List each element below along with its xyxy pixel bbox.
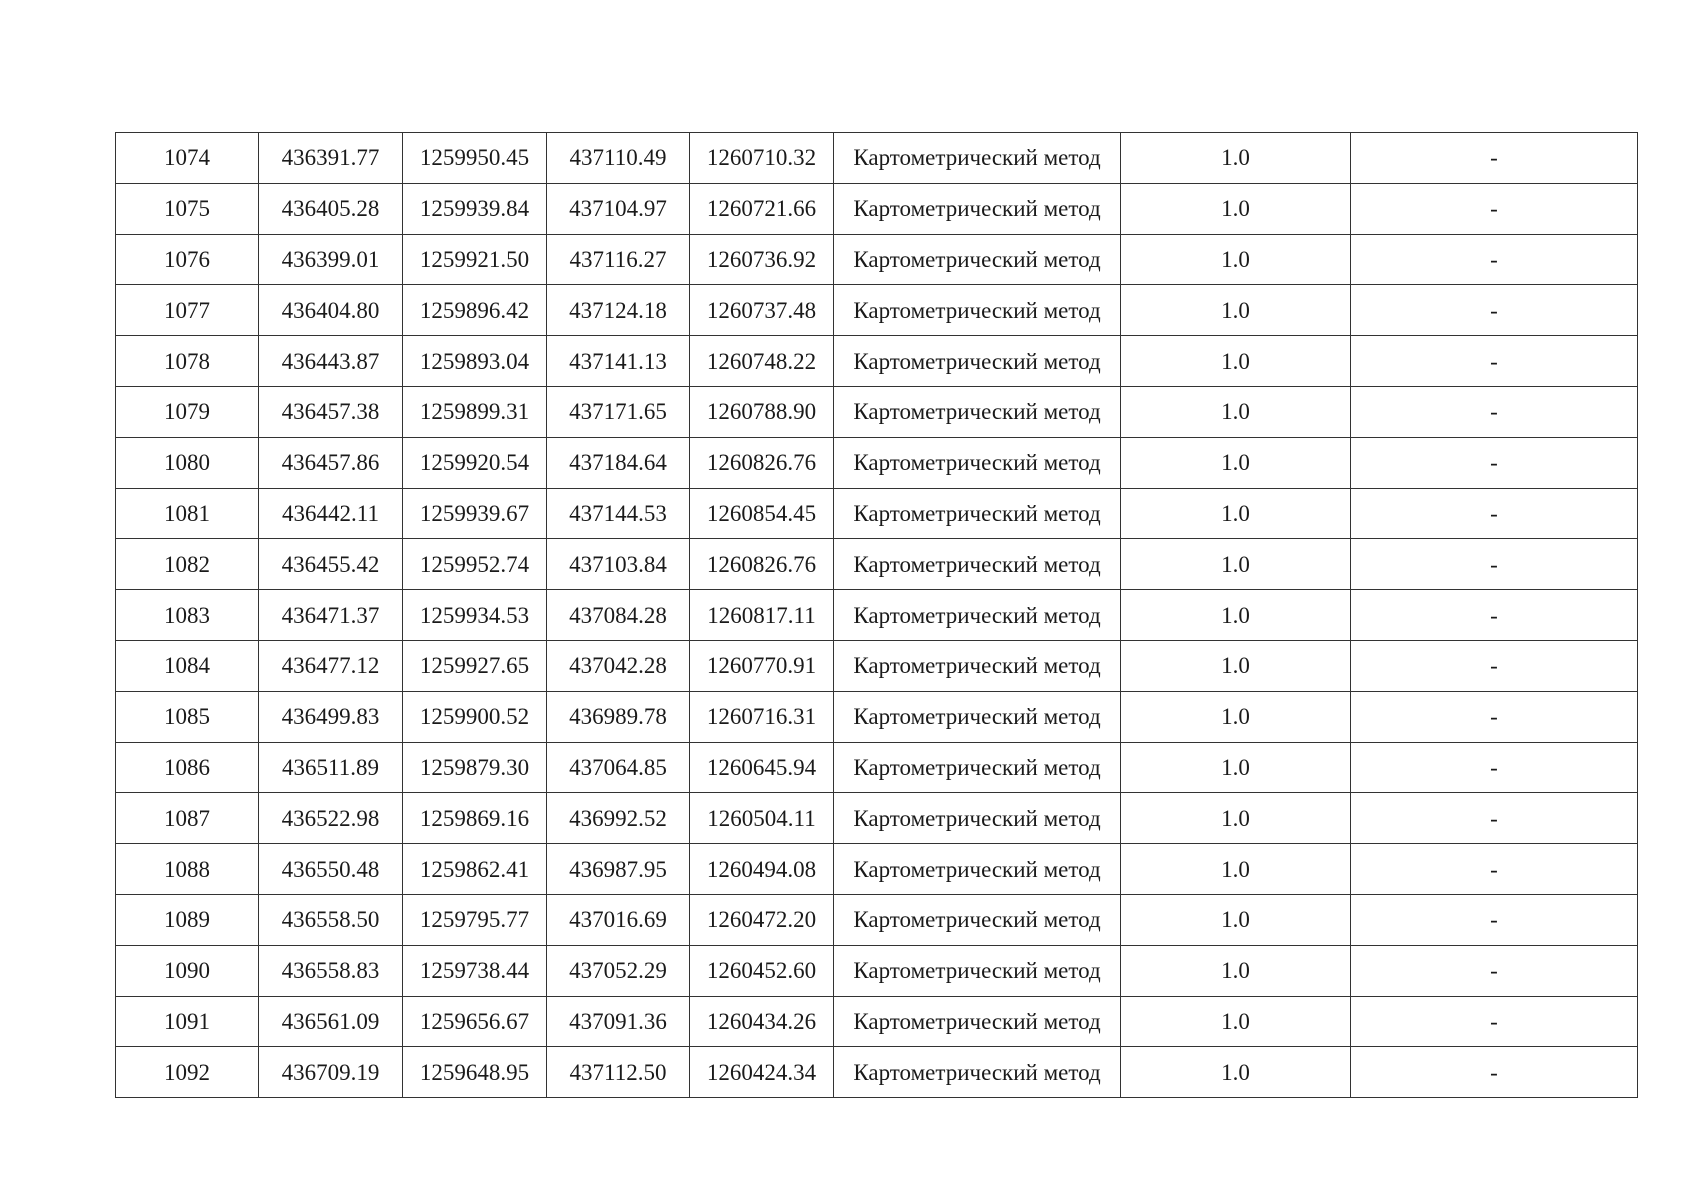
x-new-cell: 437104.97	[547, 183, 690, 234]
x-old-cell: 436455.42	[259, 539, 403, 590]
point-number-cell: 1086	[116, 742, 259, 793]
accuracy-cell: 1.0	[1121, 133, 1351, 184]
method-cell: Картометрический метод	[834, 234, 1121, 285]
accuracy-cell: 1.0	[1121, 640, 1351, 691]
x-old-cell: 436391.77	[259, 133, 403, 184]
accuracy-cell: 1.0	[1121, 539, 1351, 590]
x-new-cell: 437016.69	[547, 894, 690, 945]
y-old-cell: 1259738.44	[403, 945, 547, 996]
y-new-cell: 1260710.32	[690, 133, 834, 184]
note-cell: -	[1351, 691, 1638, 742]
y-new-cell: 1260645.94	[690, 742, 834, 793]
point-number-cell: 1076	[116, 234, 259, 285]
accuracy-cell: 1.0	[1121, 793, 1351, 844]
note-cell: -	[1351, 742, 1638, 793]
note-cell: -	[1351, 793, 1638, 844]
table-row	[116, 285, 1638, 336]
note-cell: -	[1351, 488, 1638, 539]
y-old-cell: 1259795.77	[403, 894, 547, 945]
point-number-cell: 1081	[116, 488, 259, 539]
x-old-cell: 436499.83	[259, 691, 403, 742]
y-old-cell: 1259656.67	[403, 996, 547, 1047]
y-old-cell: 1259939.84	[403, 183, 547, 234]
method-cell: Картометрический метод	[834, 945, 1121, 996]
note-cell: -	[1351, 996, 1638, 1047]
y-new-cell: 1260817.11	[690, 590, 834, 641]
y-old-cell: 1259920.54	[403, 437, 547, 488]
x-old-cell: 436404.80	[259, 285, 403, 336]
y-old-cell: 1259921.50	[403, 234, 547, 285]
y-old-cell: 1259648.95	[403, 1047, 547, 1098]
x-new-cell: 437110.49	[547, 133, 690, 184]
method-cell: Картометрический метод	[834, 336, 1121, 387]
table-row	[116, 234, 1638, 285]
point-number-cell: 1084	[116, 640, 259, 691]
x-new-cell: 437171.65	[547, 386, 690, 437]
table-row	[116, 945, 1638, 996]
table-row	[116, 437, 1638, 488]
method-cell: Картометрический метод	[834, 793, 1121, 844]
method-cell: Картометрический метод	[834, 133, 1121, 184]
accuracy-cell: 1.0	[1121, 183, 1351, 234]
accuracy-cell: 1.0	[1121, 590, 1351, 641]
note-cell: -	[1351, 133, 1638, 184]
y-new-cell: 1260494.08	[690, 844, 834, 895]
table-row	[116, 386, 1638, 437]
y-new-cell: 1260854.45	[690, 488, 834, 539]
x-new-cell: 437124.18	[547, 285, 690, 336]
point-number-cell: 1091	[116, 996, 259, 1047]
point-number-cell: 1078	[116, 336, 259, 387]
method-cell: Картометрический метод	[834, 640, 1121, 691]
y-old-cell: 1259879.30	[403, 742, 547, 793]
y-old-cell: 1259934.53	[403, 590, 547, 641]
table-row	[116, 691, 1638, 742]
y-new-cell: 1260770.91	[690, 640, 834, 691]
y-new-cell: 1260721.66	[690, 183, 834, 234]
table-row	[116, 742, 1638, 793]
table-row	[116, 133, 1638, 184]
x-old-cell: 436405.28	[259, 183, 403, 234]
x-new-cell: 437064.85	[547, 742, 690, 793]
table-body	[116, 133, 1638, 1098]
point-number-cell: 1092	[116, 1047, 259, 1098]
method-cell: Картометрический метод	[834, 996, 1121, 1047]
y-new-cell: 1260452.60	[690, 945, 834, 996]
x-new-cell: 436989.78	[547, 691, 690, 742]
method-cell: Картометрический метод	[834, 590, 1121, 641]
y-new-cell: 1260826.76	[690, 539, 834, 590]
x-new-cell: 436987.95	[547, 844, 690, 895]
y-old-cell: 1259927.65	[403, 640, 547, 691]
y-new-cell: 1260788.90	[690, 386, 834, 437]
y-new-cell: 1260504.11	[690, 793, 834, 844]
y-new-cell: 1260434.26	[690, 996, 834, 1047]
note-cell: -	[1351, 234, 1638, 285]
x-new-cell: 437103.84	[547, 539, 690, 590]
x-old-cell: 436457.38	[259, 386, 403, 437]
note-cell: -	[1351, 386, 1638, 437]
y-new-cell: 1260424.34	[690, 1047, 834, 1098]
x-old-cell: 436558.50	[259, 894, 403, 945]
note-cell: -	[1351, 183, 1638, 234]
table-row	[116, 488, 1638, 539]
y-old-cell: 1259869.16	[403, 793, 547, 844]
table-row	[116, 336, 1638, 387]
accuracy-cell: 1.0	[1121, 234, 1351, 285]
accuracy-cell: 1.0	[1121, 386, 1351, 437]
method-cell: Картометрический метод	[834, 539, 1121, 590]
note-cell: -	[1351, 336, 1638, 387]
x-old-cell: 436550.48	[259, 844, 403, 895]
x-new-cell: 437116.27	[547, 234, 690, 285]
y-new-cell: 1260736.92	[690, 234, 834, 285]
point-number-cell: 1090	[116, 945, 259, 996]
y-new-cell: 1260716.31	[690, 691, 834, 742]
note-cell: -	[1351, 844, 1638, 895]
x-new-cell: 436992.52	[547, 793, 690, 844]
note-cell: -	[1351, 437, 1638, 488]
x-old-cell: 436443.87	[259, 336, 403, 387]
x-old-cell: 436457.86	[259, 437, 403, 488]
table-row	[116, 590, 1638, 641]
accuracy-cell: 1.0	[1121, 488, 1351, 539]
x-new-cell: 437052.29	[547, 945, 690, 996]
x-old-cell: 436522.98	[259, 793, 403, 844]
table-row	[116, 996, 1638, 1047]
x-old-cell: 436709.19	[259, 1047, 403, 1098]
table-row	[116, 539, 1638, 590]
y-new-cell: 1260826.76	[690, 437, 834, 488]
note-cell: -	[1351, 894, 1638, 945]
y-old-cell: 1259862.41	[403, 844, 547, 895]
accuracy-cell: 1.0	[1121, 1047, 1351, 1098]
method-cell: Картометрический метод	[834, 437, 1121, 488]
method-cell: Картометрический метод	[834, 894, 1121, 945]
accuracy-cell: 1.0	[1121, 844, 1351, 895]
x-old-cell: 436561.09	[259, 996, 403, 1047]
accuracy-cell: 1.0	[1121, 742, 1351, 793]
point-number-cell: 1082	[116, 539, 259, 590]
accuracy-cell: 1.0	[1121, 894, 1351, 945]
point-number-cell: 1075	[116, 183, 259, 234]
table-row	[116, 894, 1638, 945]
method-cell: Картометрический метод	[834, 844, 1121, 895]
point-number-cell: 1088	[116, 844, 259, 895]
point-number-cell: 1077	[116, 285, 259, 336]
note-cell: -	[1351, 640, 1638, 691]
x-old-cell: 436477.12	[259, 640, 403, 691]
x-new-cell: 437042.28	[547, 640, 690, 691]
x-old-cell: 436511.89	[259, 742, 403, 793]
y-old-cell: 1259939.67	[403, 488, 547, 539]
table-row	[116, 793, 1638, 844]
y-new-cell: 1260737.48	[690, 285, 834, 336]
x-old-cell: 436558.83	[259, 945, 403, 996]
method-cell: Картометрический метод	[834, 285, 1121, 336]
accuracy-cell: 1.0	[1121, 691, 1351, 742]
table-row	[116, 1047, 1638, 1098]
y-old-cell: 1259899.31	[403, 386, 547, 437]
point-number-cell: 1085	[116, 691, 259, 742]
table-row	[116, 844, 1638, 895]
method-cell: Картометрический метод	[834, 488, 1121, 539]
note-cell: -	[1351, 1047, 1638, 1098]
point-number-cell: 1074	[116, 133, 259, 184]
point-number-cell: 1080	[116, 437, 259, 488]
accuracy-cell: 1.0	[1121, 336, 1351, 387]
table-row	[116, 183, 1638, 234]
coordinates-table	[115, 132, 1638, 1098]
y-new-cell: 1260748.22	[690, 336, 834, 387]
y-old-cell: 1259896.42	[403, 285, 547, 336]
table-row	[116, 640, 1638, 691]
x-new-cell: 437084.28	[547, 590, 690, 641]
y-old-cell: 1259893.04	[403, 336, 547, 387]
y-new-cell: 1260472.20	[690, 894, 834, 945]
y-old-cell: 1259952.74	[403, 539, 547, 590]
x-new-cell: 437184.64	[547, 437, 690, 488]
method-cell: Картометрический метод	[834, 386, 1121, 437]
x-new-cell: 437091.36	[547, 996, 690, 1047]
method-cell: Картометрический метод	[834, 691, 1121, 742]
y-old-cell: 1259900.52	[403, 691, 547, 742]
note-cell: -	[1351, 945, 1638, 996]
x-old-cell: 436399.01	[259, 234, 403, 285]
x-new-cell: 437141.13	[547, 336, 690, 387]
accuracy-cell: 1.0	[1121, 945, 1351, 996]
method-cell: Картометрический метод	[834, 742, 1121, 793]
accuracy-cell: 1.0	[1121, 285, 1351, 336]
y-old-cell: 1259950.45	[403, 133, 547, 184]
note-cell: -	[1351, 285, 1638, 336]
method-cell: Картометрический метод	[834, 1047, 1121, 1098]
accuracy-cell: 1.0	[1121, 437, 1351, 488]
note-cell: -	[1351, 539, 1638, 590]
method-cell: Картометрический метод	[834, 183, 1121, 234]
point-number-cell: 1079	[116, 386, 259, 437]
note-cell: -	[1351, 590, 1638, 641]
x-new-cell: 437144.53	[547, 488, 690, 539]
accuracy-cell: 1.0	[1121, 996, 1351, 1047]
x-new-cell: 437112.50	[547, 1047, 690, 1098]
point-number-cell: 1087	[116, 793, 259, 844]
x-old-cell: 436442.11	[259, 488, 403, 539]
x-old-cell: 436471.37	[259, 590, 403, 641]
point-number-cell: 1089	[116, 894, 259, 945]
point-number-cell: 1083	[116, 590, 259, 641]
